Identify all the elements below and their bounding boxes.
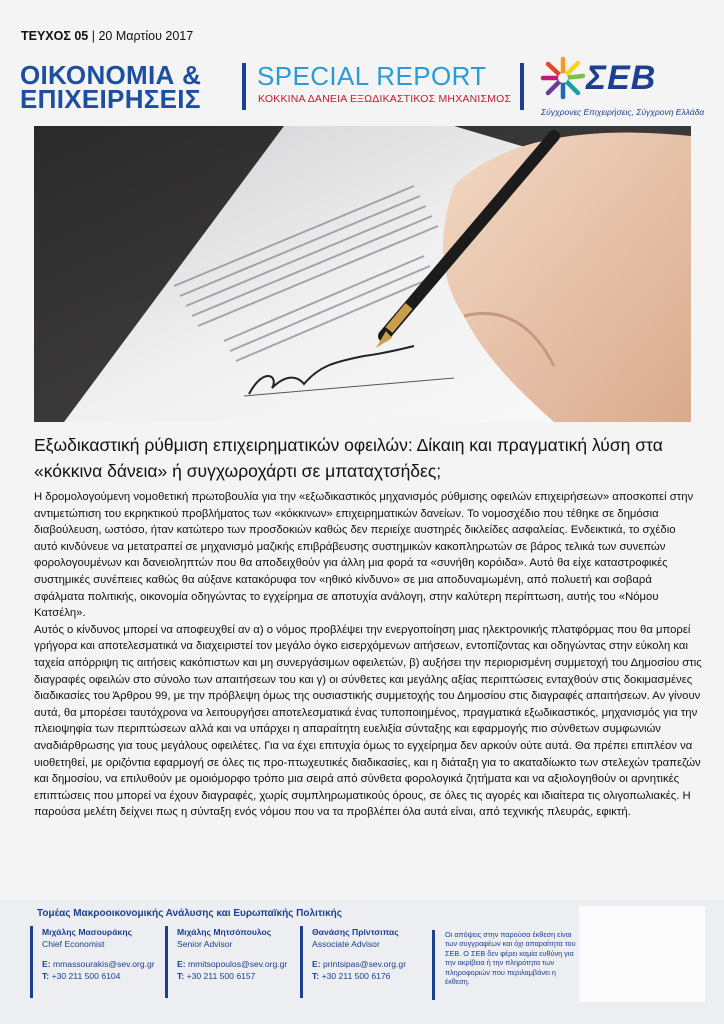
article-headline: Εξωδικαστική ρύθμιση επιχειρηματικών οφειλών: Δίκαιη και πραγματική λύση στα «κόκκινα δάνεια» ή συγχωροχάρτι σε μπαταχτσήδες;	[34, 435, 663, 481]
blank-panel	[579, 906, 705, 1002]
issue-line	[21, 29, 193, 43]
contact-card	[300, 926, 442, 998]
contact-email[interactable]: printsipas@sev.org.gr	[322, 959, 407, 969]
department-title: Τομέας Μακροοικονομικής Ανάλυσης και Ευρωπαϊκής Πολιτικής	[37, 908, 342, 919]
contact-card	[165, 926, 307, 998]
phone-key: T:	[312, 971, 320, 981]
sev-logo-text: ΣΕΒ	[586, 59, 657, 97]
brand-title-line1: ΟΙΚΟΝΟΜΙΑ &	[20, 60, 202, 90]
special-report-title: SPECIAL REPORT	[257, 61, 487, 91]
article-body	[34, 489, 702, 821]
phone-key: T:	[177, 971, 185, 981]
email-key: E:	[177, 959, 186, 969]
contact-role: Senior Advisor	[177, 939, 233, 949]
hand-signing-document-image	[34, 126, 691, 422]
contact-phone: +30 211 500 6157	[186, 971, 256, 981]
contact-email[interactable]: mmitsopoulos@sev.org.gr	[187, 959, 288, 969]
phone-key: T:	[42, 971, 50, 981]
contact-role: Chief Economist	[42, 939, 105, 949]
issue-label: ΤΕΥΧΟΣ 05	[21, 29, 89, 43]
contact-email[interactable]: mmassourakis@sev.org.gr	[52, 959, 155, 969]
brand-title-line2: ΕΠΙΧΕΙΡΗΣΕΙΣ	[20, 84, 201, 114]
sev-logo-slogan: Σύγχρονες Επιχειρήσεις, Σύγχρονη Ελλάδα	[541, 107, 705, 117]
contact-card	[30, 926, 172, 998]
header-divider-left	[242, 63, 246, 110]
sev-logo-icon	[540, 56, 586, 100]
brand-title	[20, 60, 202, 114]
article-paragraph: Η δρομολογούμενη νομοθετική πρωτοβουλία για την «εξωδικαστικός μηχανισμός ρύθμισης οφειλών επιχειρήσεων» αποσκοπεί στην αντιμετώπιση του εκρηκτικού προβλήματος των «κόκκινων» επιχειρηματικών δανείων. Το νομοσχέδιο που τέθηκε σε δημόσια διαβούλευση, ωστόσο, ήταν κατώτερο των προσδοκιών καθώς δεν περιείχε αυστηρές δικλείδες ασφαλείας. Ενδεικτικά, το σχέδιο αυτό κινδύνευε να μετατραπεί σε μηχανισμό μαζικής επιβράβευσης συστημικών κακοπληρωτών σε βάρος τελικά των συνεπών φορολογουμένων και δανειοληπτών που θα αποδειχθούν για άλλη μια φορά τα «συνήθη κορόιδα». Αυτό θα είχε καταστροφικές συστημικές συνέπειες καθώς θα αύξανε κατακόρυφα τον «ηθικό κίνδυνο» σε μια αποδυναμωμένη, από πολυετή και σοβαρά σφάλματα πολιτικής, οικονομία οδηγώντας το εγχείρημα σε αποτυχία ανάλογη, στην καλύτερη περίπτωση, αυτής του «Νόμου Κατσέλη».	[34, 491, 694, 620]
contact-name: Θανάσης Πρίντσιπας	[312, 927, 399, 937]
contact-name: Μιχάλης Μασουράκης	[42, 927, 133, 937]
disclaimer-text: Οι απόψεις στην παρούσα έκθεση είναι των συγγραφέων και όχι απαραίτητα του ΣΕΒ. Ο ΣΕΒ δεν φέρει καμία ευθύνη για την ακρίβεια ή την πληρότητα των πληροφοριών που περιλαμβάνει η έκθεση.	[432, 930, 593, 1000]
issue-separator: |	[91, 29, 95, 43]
header-divider-right	[520, 63, 524, 110]
contact-phone: +30 211 500 6176	[321, 971, 391, 981]
email-key: E:	[312, 959, 321, 969]
contact-phone: +30 211 500 6104	[51, 971, 121, 981]
article-paragraph: Αυτός ο κίνδυνος μπορεί να αποφευχθεί αν α) ο νόμος προβλέψει την ενεργοποίηση μιας ηλεκτρονικής πλατφόρμας που θα μπορεί γρήγορα και αποτελεσματικά να διαχειριστεί τον μεγάλο όγκο εισερχόμενων αιτήσεων, εντοπίζοντας και οδηγώντας στην εύκολη και ταχεία απόρριψη τις αιτήσεις κακόπιστων και μη συνεργάσιμων οφειλετών, β) αυξήσει την περιορισμένη συμμετοχή του Δημοσίου στις διαγραφές οφειλών στο σύνολο των απαιτήσεων του και γ) οι σύνθετες και μεγάλης αξίας περιπτώσεις ενταχθούν στις δοκιμασμένες διαδικασίες του Άρθρου 99, με την πρόβλεψη όμως της ουσιαστικής συμμετοχής του Δημοσίου στις διαγραφές απαιτήσεων. Αν γίνουν αυτά, θα μπορέσει ταυτόχρονα να λειτουργήσει αποτελεσματικά ένας τυποποιημένος, πραγματικά εξωδικαστικός, μηχανισμός για την πλειοψηφία των περιπτώσεων αλλά και να υπάρχει η απαραίτητη ευελιξία σύνταξης και εφαρμογής πιο σύνθετων συμφωνιών αναδιάρθρωσης για τους μεγάλους οφειλέτες. Για να έχει επιτυχία όμως το εγχείρημα δεν αρκούν ούτε αυτά. Θα πρέπει επιπλέον να υιοθετηθεί, με οριζόντια εφαρμογή σε όλες τις προ-πτωχευτικές διαδικασίες, και η διάταξη για το ακαταδίωκτο των στελεχών τραπεζών και δημοσίου, να επιλυθούν με ομοιόμορφο τρόπο μια σειρά από σύνθετα φορολογικά ζητήματα και να αξιολογηθούν οι αρνητικές επιπτώσεις που μπορεί να έχουν διαγραφές, χωρίς συμπληρωματικούς όρους, σε όλες τις αγορές και ιδιαίτερα τις ολιγοπωλιακές. Η παρούσα μελέτη δείχνει πως η σύνταξη ενός νόμου που να τα προβλέπει όλα αυτά είναι, από τεχνικής πλευράς, εφικτή.	[34, 623, 702, 819]
contact-name: Μιχάλης Μητσόπουλος	[177, 927, 272, 937]
issue-date: 20 Μαρτίου 2017	[98, 29, 194, 43]
special-report-subtitle: ΚΟΚΚΙΝΑ ΔΑΝΕΙΑ ΕΞΩΔΙΚΑΣΤΙΚΟΣ ΜΗΧΑΝΙΣΜΟΣ	[258, 93, 512, 105]
contact-role: Associate Advisor	[312, 939, 380, 949]
email-key: E:	[42, 959, 51, 969]
